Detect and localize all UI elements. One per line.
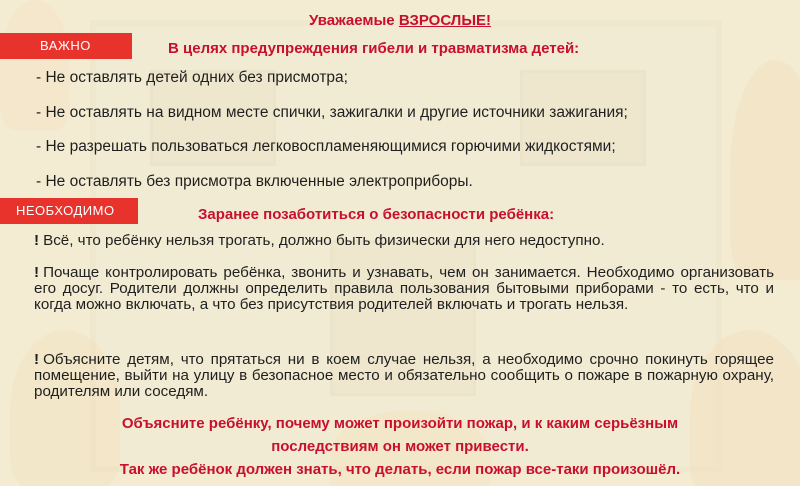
advice-paragraph: ! Всё, что ребёнку нельзя трогать, должно быть физически для него недоступно.: [34, 232, 605, 249]
advice-paragraph: ! Почаще контролировать ребёнка, звонить и узнавать, чем он занимается. Необходимо организовать его досуг. Родители должны определить правила пользования бытовыми приборами - то есть, что и когда можно включать, а что без присутствия родителей включать и трогать нельзя.: [34, 264, 774, 313]
rule-item: - Не оставлять детей одних без присмотра;: [36, 69, 348, 86]
advice-paragraph: ! Объясните детям, что прятаться ни в коем случае нельзя, а необходимо срочно покинуть горящее помещение, выйти на улицу в безопасное место и обязательно сообщить о пожаре в пожарную охрану, родителям или соседям.: [34, 351, 774, 400]
section-subtitle: В целях предупреждения гибели и травматизма детей:: [168, 40, 580, 57]
page-title: Уважаемые ВЗРОСЛЫЕ!: [308, 12, 492, 29]
exclamation-mark: !: [34, 351, 40, 368]
rule-item: - Не оставлять на видном месте спички, зажигалки и другие источники зажигания;: [36, 104, 628, 121]
footer-line: последствиям он может привести.: [271, 438, 529, 455]
footer-line: Объясните ребёнку, почему может произойти пожар, и к каким серьёзным: [121, 415, 679, 432]
necessary-tag: НЕОБХОДИМО: [0, 198, 138, 224]
footer-line: Так же ребёнок должен знать, что делать, если пожар все-таки произошёл.: [119, 461, 681, 478]
rule-item: - Не оставлять без присмотра включенные электроприборы.: [36, 173, 473, 190]
exclamation-mark: !: [34, 264, 40, 281]
exclamation-mark: !: [34, 232, 40, 249]
important-tag: ВАЖНО: [0, 33, 132, 59]
title-emphasis: ВЗРОСЛЫЕ!: [398, 12, 492, 29]
rule-item: - Не разрешать пользоваться легковоспламеняющимися горючими жидкостями;: [36, 138, 616, 155]
section-subtitle: Заранее позаботиться о безопасности ребёнка:: [198, 206, 555, 223]
